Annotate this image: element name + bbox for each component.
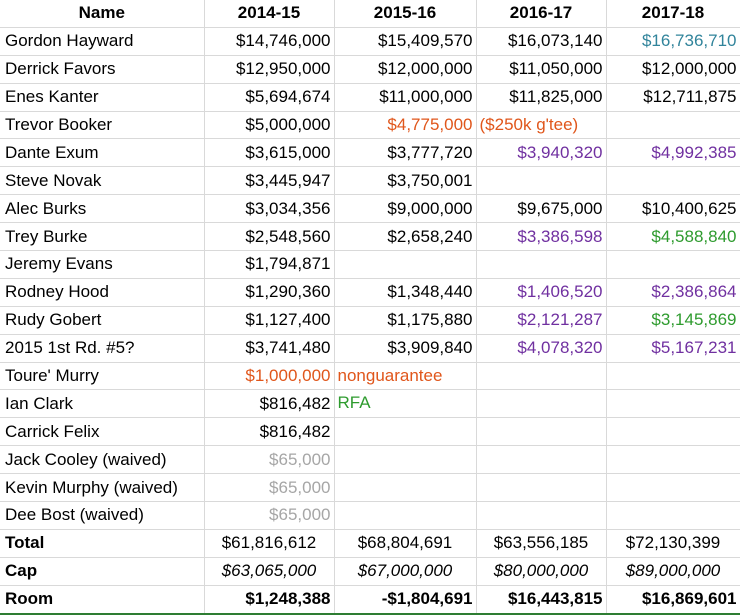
salary-2017-18-cell[interactable] bbox=[606, 111, 740, 139]
salary-2016-17-cell[interactable]: $1,406,520 bbox=[476, 278, 606, 306]
salary-2014-15-cell[interactable]: $5,694,674 bbox=[204, 83, 334, 111]
summary-value-cell[interactable]: $89,000,000 bbox=[606, 557, 740, 585]
salary-2017-18-cell[interactable]: $4,992,385 bbox=[606, 139, 740, 167]
player-name-cell[interactable]: Ian Clark bbox=[0, 390, 204, 418]
table-row bbox=[0, 390, 740, 418]
table-row bbox=[0, 139, 740, 167]
player-name-cell[interactable]: Kevin Murphy (waived) bbox=[0, 474, 204, 502]
table-row bbox=[0, 474, 740, 502]
salary-2014-15-cell[interactable]: $816,482 bbox=[204, 418, 334, 446]
table-row bbox=[0, 27, 740, 55]
salary-2015-16-cell[interactable]: $15,409,570 bbox=[334, 27, 476, 55]
summary-value-cell[interactable]: $68,804,691 bbox=[334, 529, 476, 557]
salary-2014-15-cell[interactable]: $816,482 bbox=[204, 390, 334, 418]
salary-2016-17-cell[interactable] bbox=[476, 390, 606, 418]
summary-value-cell[interactable]: $80,000,000 bbox=[476, 557, 606, 585]
header-cell[interactable]: 2014-15 bbox=[204, 0, 334, 27]
player-name-cell[interactable]: Trey Burke bbox=[0, 223, 204, 251]
summary-value-cell[interactable]: $61,816,612 bbox=[204, 529, 334, 557]
salary-2017-18-cell[interactable]: $3,145,869 bbox=[606, 306, 740, 334]
salary-2015-16-cell[interactable] bbox=[334, 362, 476, 390]
player-name-cell[interactable]: Dee Bost (waived) bbox=[0, 502, 204, 530]
table-row bbox=[0, 111, 740, 139]
salary-2015-16-cell[interactable]: $2,658,240 bbox=[334, 223, 476, 251]
player-name-cell[interactable]: Trevor Booker bbox=[0, 111, 204, 139]
summary-row-cap bbox=[0, 557, 740, 585]
salary-2015-16-cell[interactable] bbox=[334, 502, 476, 530]
salary-2015-16-cell[interactable] bbox=[334, 418, 476, 446]
salary-2014-15-cell[interactable]: $12,950,000 bbox=[204, 55, 334, 83]
summary-value-cell[interactable]: -$1,804,691 bbox=[334, 585, 476, 613]
salary-2015-16-cell[interactable] bbox=[334, 251, 476, 279]
salary-2014-15-cell[interactable]: $5,000,000 bbox=[204, 111, 334, 139]
table-row bbox=[0, 446, 740, 474]
salary-2016-17-cell[interactable] bbox=[476, 167, 606, 195]
salary-2016-17-cell[interactable] bbox=[476, 474, 606, 502]
table-row bbox=[0, 195, 740, 223]
table-row bbox=[0, 334, 740, 362]
header-cell[interactable]: 2016-17 bbox=[476, 0, 606, 27]
salary-2017-18-cell[interactable]: $12,000,000 bbox=[606, 55, 740, 83]
salary-2016-17-cell[interactable] bbox=[476, 446, 606, 474]
salary-2016-17-cell[interactable]: $3,386,598 bbox=[476, 223, 606, 251]
table-row bbox=[0, 251, 740, 279]
table-row bbox=[0, 55, 740, 83]
salary-2014-15-cell[interactable]: $65,000 bbox=[204, 446, 334, 474]
summary-value-cell[interactable]: $63,065,000 bbox=[204, 557, 334, 585]
salary-2014-15-cell[interactable]: $3,741,480 bbox=[204, 334, 334, 362]
salary-2014-15-cell[interactable]: $14,746,000 bbox=[204, 27, 334, 55]
salary-2014-15-cell[interactable]: $65,000 bbox=[204, 474, 334, 502]
salary-2016-17-cell[interactable]: $3,940,320 bbox=[476, 139, 606, 167]
salary-2017-18-cell[interactable]: $10,400,625 bbox=[606, 195, 740, 223]
salary-2016-17-cell[interactable]: $2,121,287 bbox=[476, 306, 606, 334]
summary-label-cell[interactable]: Cap bbox=[0, 557, 204, 585]
salary-2014-15-cell[interactable]: $1,290,360 bbox=[204, 278, 334, 306]
player-name-cell[interactable]: Jack Cooley (waived) bbox=[0, 446, 204, 474]
header-cell[interactable]: 2017-18 bbox=[606, 0, 740, 27]
player-name-cell[interactable]: Rudy Gobert bbox=[0, 306, 204, 334]
table-row bbox=[0, 278, 740, 306]
summary-row-total bbox=[0, 529, 740, 557]
header-cell[interactable]: Name bbox=[0, 0, 204, 27]
salary-2016-17-cell[interactable]: $16,073,140 bbox=[476, 27, 606, 55]
header-row bbox=[0, 0, 740, 27]
table-row bbox=[0, 83, 740, 111]
salary-2015-16-cell[interactable]: $3,750,001 bbox=[334, 167, 476, 195]
salary-2017-18-cell[interactable] bbox=[606, 251, 740, 279]
salary-2014-15-cell[interactable]: $1,000,000 bbox=[204, 362, 334, 390]
summary-value-cell[interactable]: $72,130,399 bbox=[606, 529, 740, 557]
player-name-cell[interactable]: Alec Burks bbox=[0, 195, 204, 223]
salary-2017-18-cell[interactable]: $12,711,875 bbox=[606, 83, 740, 111]
salary-2016-17-cell[interactable] bbox=[476, 418, 606, 446]
salary-2017-18-cell[interactable] bbox=[606, 390, 740, 418]
salary-2017-18-cell[interactable] bbox=[606, 446, 740, 474]
salary-2015-16-cell[interactable]: $1,175,880 bbox=[334, 306, 476, 334]
summary-row-room bbox=[0, 585, 740, 613]
salary-2016-17-cell[interactable]: $9,675,000 bbox=[476, 195, 606, 223]
note-text: ($250k g'tee) bbox=[479, 114, 579, 134]
player-name-cell[interactable]: Carrick Felix bbox=[0, 418, 204, 446]
salary-2017-18-cell[interactable]: $16,736,710 bbox=[606, 27, 740, 55]
salary-2014-15-cell[interactable]: $3,445,947 bbox=[204, 167, 334, 195]
salary-2015-16-cell[interactable]: $4,775,000 bbox=[334, 111, 476, 139]
note-text: nonguarantee bbox=[337, 365, 443, 385]
salary-2015-16-cell[interactable]: $12,000,000 bbox=[334, 55, 476, 83]
salary-2015-16-cell[interactable] bbox=[334, 474, 476, 502]
salary-2016-17-cell[interactable]: $4,078,320 bbox=[476, 334, 606, 362]
salary-2017-18-cell[interactable]: $5,167,231 bbox=[606, 334, 740, 362]
salary-2015-16-cell[interactable]: $9,000,000 bbox=[334, 195, 476, 223]
salary-2016-17-cell[interactable] bbox=[476, 362, 606, 390]
salary-2014-15-cell[interactable]: $1,794,871 bbox=[204, 251, 334, 279]
salary-2015-16-cell[interactable]: $3,777,720 bbox=[334, 139, 476, 167]
salary-2016-17-cell[interactable] bbox=[476, 111, 606, 139]
table-row bbox=[0, 362, 740, 390]
salary-2015-16-cell[interactable]: $11,000,000 bbox=[334, 83, 476, 111]
salary-2015-16-cell[interactable] bbox=[334, 390, 476, 418]
player-name-cell[interactable]: Toure' Murry bbox=[0, 362, 204, 390]
salary-2017-18-cell[interactable] bbox=[606, 502, 740, 530]
salary-2017-18-cell[interactable] bbox=[606, 167, 740, 195]
salary-2015-16-cell[interactable]: $1,348,440 bbox=[334, 278, 476, 306]
summary-label-cell[interactable]: Total bbox=[0, 529, 204, 557]
summary-value-cell[interactable]: $16,443,815 bbox=[476, 585, 606, 613]
player-name-cell[interactable]: Gordon Hayward bbox=[0, 27, 204, 55]
salary-2016-17-cell[interactable] bbox=[476, 502, 606, 530]
note-text: RFA bbox=[337, 393, 371, 413]
player-name-cell[interactable]: 2015 1st Rd. #5? bbox=[0, 334, 204, 362]
salary-2014-15-cell[interactable]: $3,615,000 bbox=[204, 139, 334, 167]
table-row bbox=[0, 502, 740, 530]
player-name-cell[interactable]: Jeremy Evans bbox=[0, 251, 204, 279]
player-name-cell[interactable]: Rodney Hood bbox=[0, 278, 204, 306]
salary-2015-16-cell[interactable] bbox=[334, 446, 476, 474]
salary-2014-15-cell[interactable]: $1,127,400 bbox=[204, 306, 334, 334]
salary-2017-18-cell[interactable] bbox=[606, 474, 740, 502]
salary-2014-15-cell[interactable]: $2,548,560 bbox=[204, 223, 334, 251]
salary-2014-15-cell[interactable]: $65,000 bbox=[204, 502, 334, 530]
player-name-cell[interactable]: Derrick Favors bbox=[0, 55, 204, 83]
salary-2017-18-cell[interactable] bbox=[606, 418, 740, 446]
header-cell[interactable]: 2015-16 bbox=[334, 0, 476, 27]
salary-2017-18-cell[interactable]: $2,386,864 bbox=[606, 278, 740, 306]
player-name-cell[interactable]: Enes Kanter bbox=[0, 83, 204, 111]
salary-2016-17-cell[interactable] bbox=[476, 251, 606, 279]
salary-2016-17-cell[interactable]: $11,050,000 bbox=[476, 55, 606, 83]
player-name-cell[interactable]: Steve Novak bbox=[0, 167, 204, 195]
summary-value-cell[interactable]: $1,248,388 bbox=[204, 585, 334, 613]
table-row bbox=[0, 306, 740, 334]
player-name-cell[interactable]: Dante Exum bbox=[0, 139, 204, 167]
summary-label-cell[interactable]: Room bbox=[0, 585, 204, 613]
summary-value-cell[interactable]: $63,556,185 bbox=[476, 529, 606, 557]
summary-value-cell[interactable]: $67,000,000 bbox=[334, 557, 476, 585]
salary-2017-18-cell[interactable] bbox=[606, 362, 740, 390]
salary-2017-18-cell[interactable]: $4,588,840 bbox=[606, 223, 740, 251]
table-row bbox=[0, 167, 740, 195]
table-row bbox=[0, 223, 740, 251]
salary-2016-17-cell[interactable]: $11,825,000 bbox=[476, 83, 606, 111]
table-row bbox=[0, 418, 740, 446]
salary-2014-15-cell[interactable]: $3,034,356 bbox=[204, 195, 334, 223]
summary-value-cell[interactable]: $16,869,601 bbox=[606, 585, 740, 613]
salary-2015-16-cell[interactable]: $3,909,840 bbox=[334, 334, 476, 362]
